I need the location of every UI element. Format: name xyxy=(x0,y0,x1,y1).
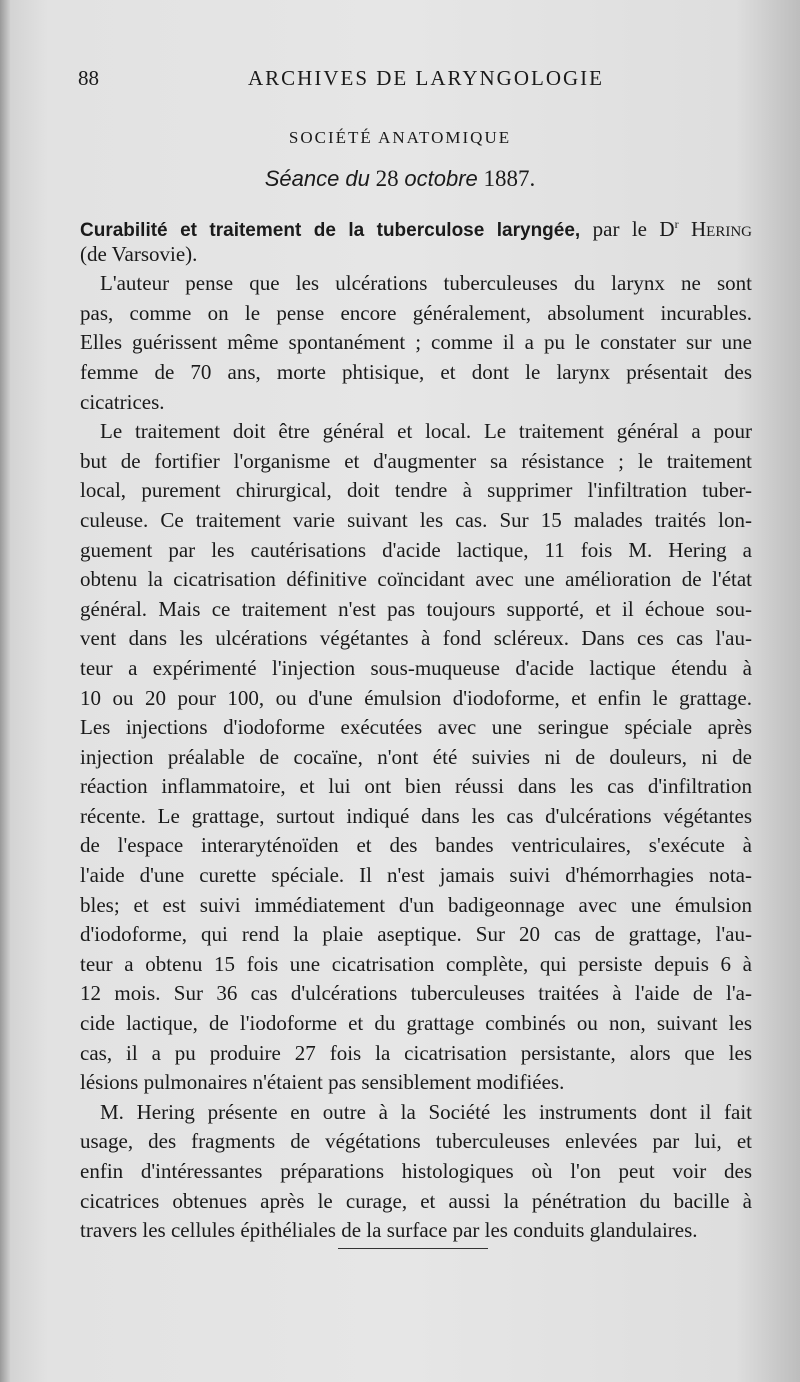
text-line: femme de 70 ans, morte phtisique, et dont le larynx présentait des xyxy=(80,359,752,384)
text-line: usage, des fragments de végétations tuberculeuses enlevées par lui, et xyxy=(80,1129,752,1154)
text-line: bles; et est suivi immédiatement d'un badigeonnage avec une émulsion xyxy=(80,892,752,917)
text-line: guement par les cautérisations d'acide lactique, 11 fois M. Hering a xyxy=(80,537,752,562)
session-year: 1887. xyxy=(483,166,536,191)
page-number: 88 xyxy=(78,66,99,90)
text-line: enfin d'intéressantes préparations histologiques où l'on peut voir des xyxy=(80,1159,752,1183)
text-line: réaction inflammatoire, et lui ont bien réussi dans les cas d'infiltration xyxy=(80,774,752,799)
session-date xyxy=(0,166,800,192)
text-line: récente. Le grattage, surtout indiqué dans les cas d'ulcérations végétantes xyxy=(80,803,752,828)
text-line: L'auteur pense que les ulcérations tuberculeuses du larynx ne sont xyxy=(100,271,752,296)
text-line: Elles guérissent même spontanément ; comme il a pu le constater sur une xyxy=(80,330,752,355)
session-label: Séance du xyxy=(264,166,370,191)
text-line: obtenu la cicatrisation définitive coïncidant avec une amélioration de l'état xyxy=(80,567,752,592)
article-body xyxy=(80,210,752,1246)
session-month: octobre xyxy=(404,166,478,191)
article-author: Hering xyxy=(691,217,753,241)
text-line: Les injections d'iodoforme exécutées avec une seringue spéciale après xyxy=(80,715,752,740)
text-line: but de fortifier l'organisme et d'augmenter sa résistance ; le traitement xyxy=(80,448,752,473)
text-line: teur a expérimenté l'injection sous-muqueuse d'acide lactique étendu à xyxy=(80,655,752,680)
end-rule xyxy=(338,1248,488,1249)
text-line: local, purement chirurgical, doit tendre à supprimer l'infiltration tuber- xyxy=(80,478,752,503)
text-line: de l'espace interaryténoïden et des bandes ventriculaires, s'exécute à xyxy=(80,833,752,858)
text-line: 12 mois. Sur 36 cas d'ulcérations tuberculeuses traitées à l'aide de l'a- xyxy=(80,981,752,1006)
text-line: d'iodoforme, qui rend la plaie aseptique. Sur 20 cas de grattage, l'au- xyxy=(80,922,752,947)
text-line: l'aide d'une curette spéciale. Il n'est jamais suivi d'hémorrhagies nota- xyxy=(80,863,752,888)
text-line: M. Hering présente en outre à la Société les instruments dont il fait xyxy=(100,1099,752,1124)
text-line: pas, comme on le pense encore généralement, absolument incurables. xyxy=(80,300,752,325)
text-line: cicatrices obtenues après le curage, et aussi la pénétration du bacille à xyxy=(80,1188,752,1213)
text-line: (de Varsovie). xyxy=(80,241,198,266)
text-line: 10 ou 20 pour 100, ou d'une émulsion d'iodoforme, et enfin le grattage. xyxy=(80,685,752,710)
byline-superscript: r xyxy=(674,217,679,231)
article-text xyxy=(80,240,752,1246)
text-line: teur a obtenu 15 fois une cicatrisation complète, qui persiste depuis 6 à xyxy=(80,951,752,976)
text-line: cas, il a pu produire 27 fois la cicatrisation persistante, alors que les xyxy=(80,1040,752,1065)
text-line: lésions pulmonaires n'étaient pas sensiblement modifiées. xyxy=(80,1070,565,1095)
journal-title: ARCHIVES DE LARYNGOLOGIE xyxy=(248,66,604,90)
article-title: Curabilité et traitement de la tuberculose laryngée, xyxy=(80,220,581,241)
text-line: Le traitement doit être général et local. Le traitement général a pour xyxy=(100,419,752,444)
text-line: injection préalable de cocaïne, n'ont été suivies ni de douleurs, ni de xyxy=(80,744,752,769)
session-day: 28 xyxy=(375,166,399,191)
society-heading: SOCIÉTÉ ANATOMIQUE xyxy=(288,128,512,147)
text-line: vent dans les ulcérations végétantes à fond scléreux. Dans ces cas l'au- xyxy=(80,626,752,651)
text-line: cicatrices. xyxy=(80,389,165,414)
article-title-line xyxy=(80,210,752,240)
text-line: culeuse. Ce traitement varie suivant les cas. Sur 15 malades traités lon- xyxy=(80,507,752,532)
text-line: général. Mais ce traitement n'est pas toujours supporté, et il échoue sou- xyxy=(80,596,752,621)
text-line: cide lactique, de l'iodoforme et du grattage combinés ou non, suivant les xyxy=(80,1011,752,1036)
page-gutter-shadow xyxy=(0,0,10,1382)
article-byline: par le D xyxy=(580,217,675,241)
text-line: travers les cellules épithéliales de la surface par les conduits glandulaires. xyxy=(80,1218,698,1243)
